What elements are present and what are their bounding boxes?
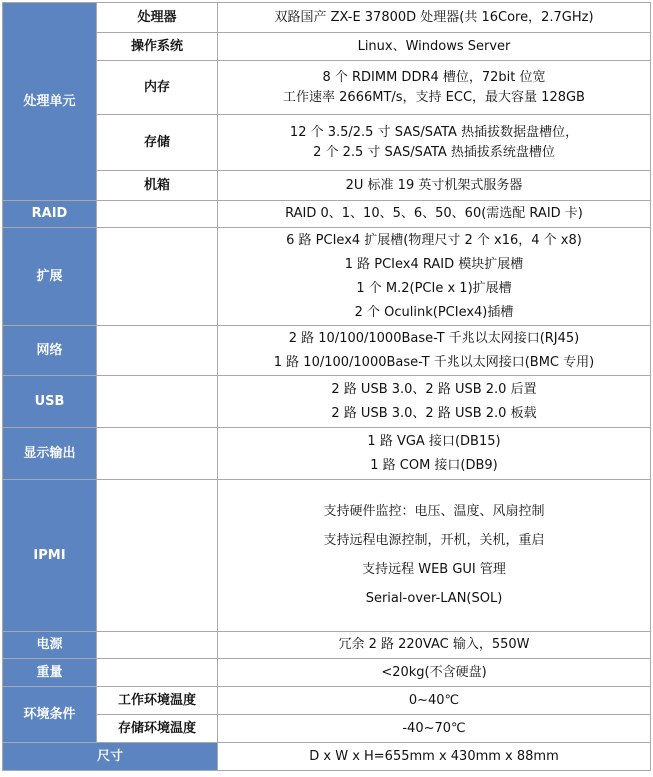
ipmi-line: 支持远程 WEB GUI 管理 [362,562,506,577]
value-chassis: 2U 标准 19 英寸机架式服务器 [218,171,651,201]
value-size: D x W x H=655mm x 430mm x 88mm [218,743,651,771]
table-row [3,632,651,659]
ipmi-line: Serial-over-LAN(SOL) [365,591,503,606]
ipmi-line: 支持硬件监控：电压、温度、风扇控制 [323,504,545,519]
value-weight: <20kg(不含硬盘) [218,659,651,687]
category-display: 显示输出 [3,428,97,480]
label-storage: 存储 [97,115,218,171]
expansion-line: 1 路 PCIex4 RAID 模块扩展槽 [344,256,524,272]
table-row [3,201,651,228]
label-os: 操作系统 [97,33,218,61]
empty-cell [97,632,218,659]
value-power: 冗余 2 路 220VAC 输入，550W [218,632,651,659]
category-expansion: 扩展 [3,228,97,326]
table-row [3,687,651,715]
display-line: 1 路 VGA 接口(DB15) [367,433,501,449]
ipmi-line: 支持远程电源控制，开机，关机，重启 [323,533,545,548]
memory-line: 8 个 RDIMM DDR4 槽位，72bit 位宽 [322,69,546,85]
network-line: 1 路 10/100/1000Base-T 千兆以太网接口(BMC 专用) [273,354,595,370]
empty-cell [97,480,218,632]
memory-line: 工作速率 2666MT/s，支持 ECC，最大容量 128GB [283,89,585,105]
table-row [3,61,651,115]
value-usb [218,376,651,428]
table-row [3,376,651,428]
table-row [3,33,651,61]
expansion-line: 6 路 PCIex4 扩展槽(物理尺寸 2 个 x16，4 个 x8) [286,232,582,248]
category-raid: RAID [3,201,97,228]
empty-cell [97,228,218,326]
table-row [3,115,651,171]
label-cpu: 处理器 [97,3,218,33]
network-line: 2 路 10/100/1000Base-T 千兆以太网接口(RJ45) [288,330,580,346]
table-row [3,480,651,632]
usb-line: 2 路 USB 3.0、2 路 USB 2.0 后置 [331,381,537,397]
table-row [3,3,651,33]
expansion-line: 1 个 M.2(PCIe x 1)扩展槽 [356,280,512,296]
expansion-line: 2 个 Oculink(PCIex4)插槽 [354,304,514,320]
label-chassis: 机箱 [97,171,218,201]
display-line: 1 路 COM 接口(DB9) [370,457,498,473]
value-operating-temp: 0~40℃ [218,687,651,715]
value-display [218,428,651,480]
usb-line: 2 路 USB 3.0、2 路 USB 2.0 板载 [331,405,537,421]
value-cpu: 双路国产 ZX-E 37800D 处理器(共 16Core，2.7GHz) [218,3,651,33]
category-ipmi: IPMI [3,480,97,632]
category-network: 网络 [3,326,97,376]
table-row [3,326,651,376]
category-environment: 环境条件 [3,687,97,743]
label-memory: 内存 [97,61,218,115]
category-processing-unit: 处理单元 [3,3,97,201]
empty-cell [97,326,218,376]
empty-cell [97,428,218,480]
spec-table [2,2,651,771]
value-os: Linux、Windows Server [218,33,651,61]
category-usb: USB [3,376,97,428]
table-row [3,715,651,743]
value-ipmi [218,480,651,632]
category-size: 尺寸 [3,743,218,771]
category-power: 电源 [3,632,97,659]
empty-cell [97,201,218,228]
label-storage-temp: 存储环境温度 [97,715,218,743]
value-expansion [218,228,651,326]
empty-cell [97,376,218,428]
storage-line: 12 个 3.5/2.5 寸 SAS/SATA 热插拔数据盘槽位， [289,124,579,140]
label-operating-temp: 工作环境温度 [97,687,218,715]
value-storage-temp: -40~70℃ [218,715,651,743]
table-row [3,171,651,201]
table-row [3,659,651,687]
empty-cell [97,659,218,687]
value-storage [218,115,651,171]
category-weight: 重量 [3,659,97,687]
value-raid: RAID 0、1、10、5、6、50、60(需选配 RAID 卡) [218,201,651,228]
table-row [3,228,651,326]
value-memory [218,61,651,115]
value-network [218,326,651,376]
table-row [3,743,651,771]
table-row [3,428,651,480]
storage-line: 2 个 2.5 寸 SAS/SATA 热插拔系统盘槽位 [313,144,555,160]
